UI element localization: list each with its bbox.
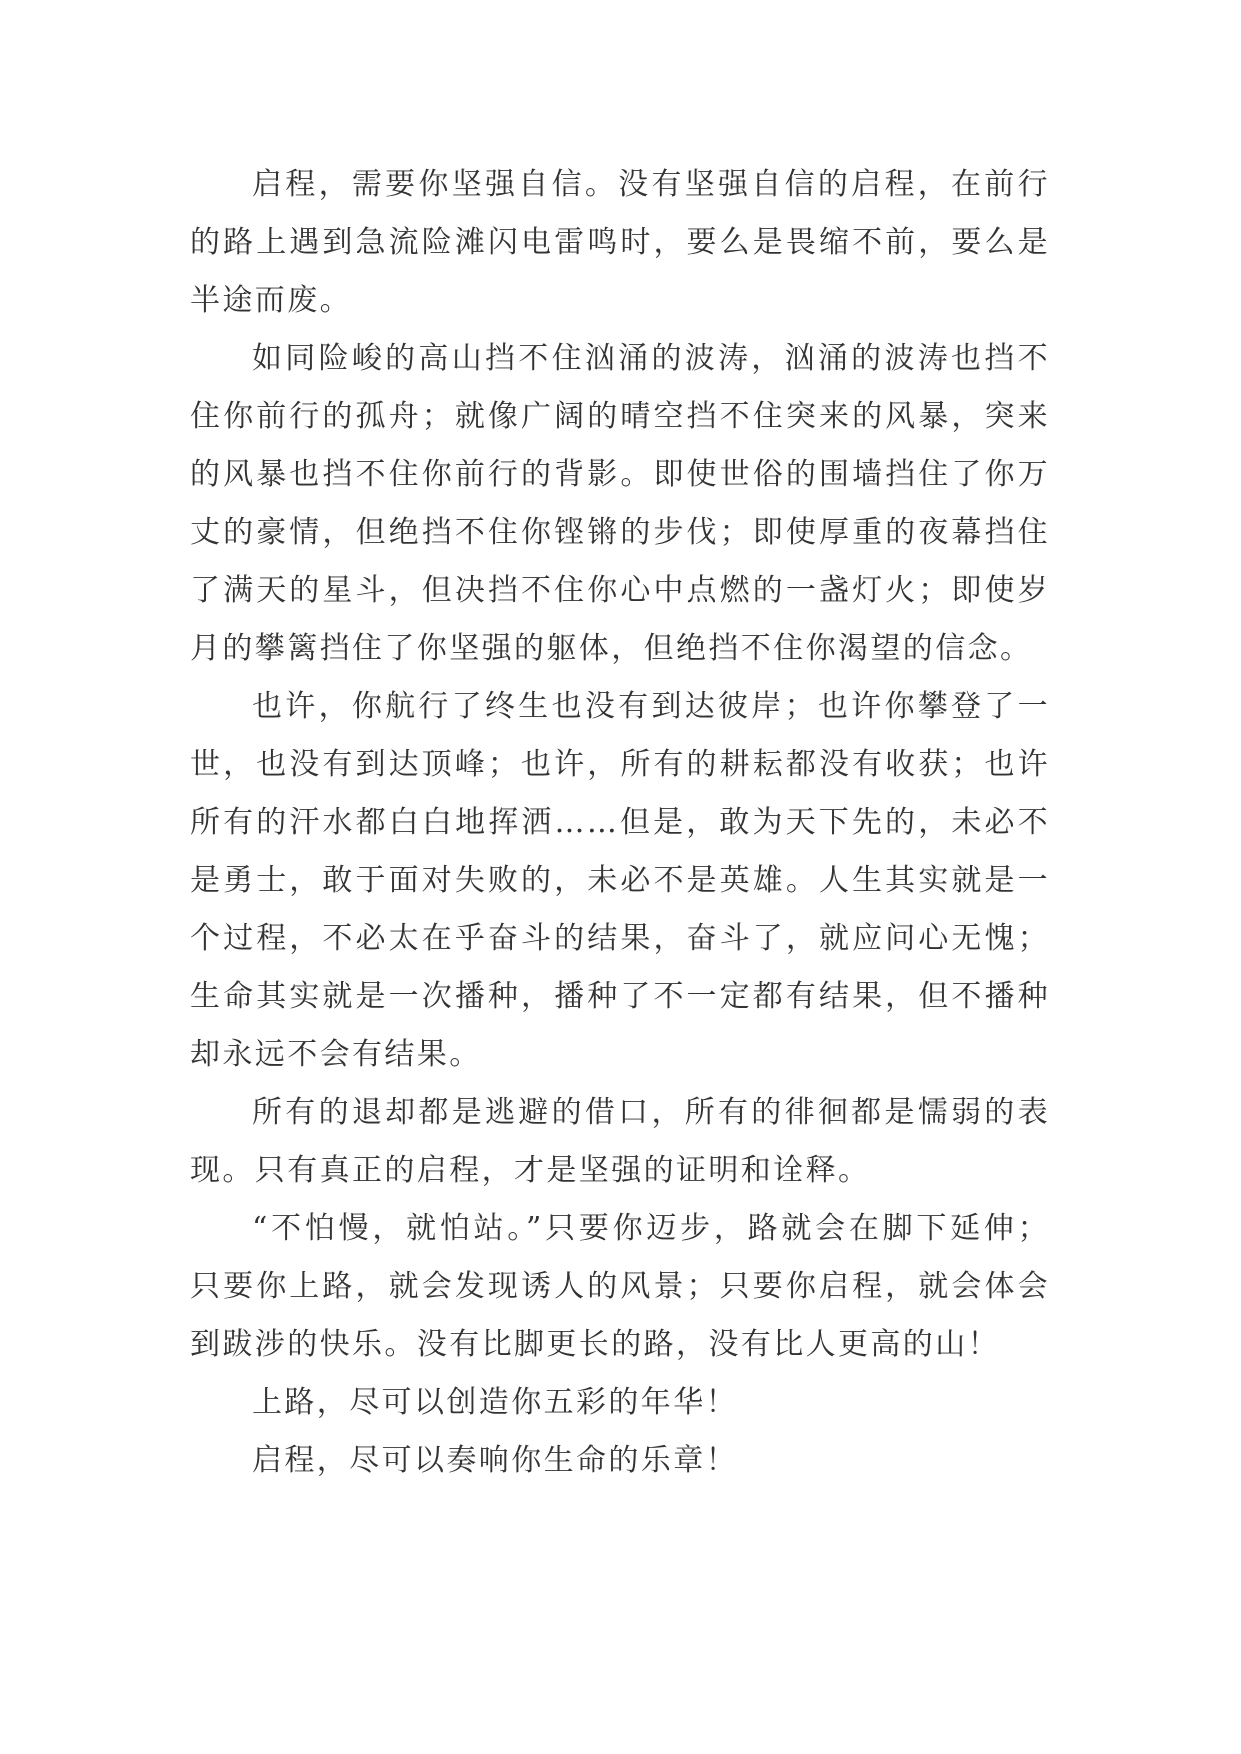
paragraph-5: “不怕慢，就怕站。”只要你迈步，路就会在脚下延伸；只要你上路，就会发现诱人的风景；只要你启程，就会体会到跋涉的快乐。没有比脚更长的路，没有比人更高的山！ — [190, 1211, 1050, 1362]
essay-body — [190, 156, 1050, 1490]
paragraph-3: 也许，你航行了终生也没有到达彼岸；也许你攀登了一世，也没有到达顶峰；也许，所有的耕耘都没有收获；也许所有的汗水都白白地挥洒……但是，敢为天下先的，未必不是勇士，敢于面对失败的，未必不是英雄。人生其实就是一个过程，不必太在乎奋斗的结果，奋斗了，就应问心无愧；生命其实就是一次播种，播种了不一定都有结果，但不播种却永远不会有结果。 — [190, 689, 1050, 1072]
paragraph-4: 所有的退却都是逃避的借口，所有的徘徊都是懦弱的表现。只有真正的启程，才是坚强的证明和诠释。 — [190, 1095, 1050, 1188]
paragraph-1: 启程，需要你坚强自信。没有坚强自信的启程，在前行的路上遇到急流险滩闪电雷鸣时，要么是畏缩不前，要么是半途而废。 — [190, 167, 1050, 318]
paragraph-6: 上路，尽可以创造你五彩的年华！ — [252, 1385, 738, 1420]
paragraph-7: 启程，尽可以奏响你生命的乐章！ — [252, 1443, 738, 1478]
paragraph-2: 如同险峻的高山挡不住汹涌的波涛，汹涌的波涛也挡不住你前行的孤舟；就像广阔的晴空挡不住突来的风暴，突来的风暴也挡不住你前行的背影。即使世俗的围墙挡住了你万丈的豪情，但绝挡不住你铿锵的步伐；即使厚重的夜幕挡住了满天的星斗，但决挡不住你心中点燃的一盏灯火；即使岁月的攀篱挡住了你坚强的躯体，但绝挡不住你渴望的信念。 — [190, 341, 1050, 666]
